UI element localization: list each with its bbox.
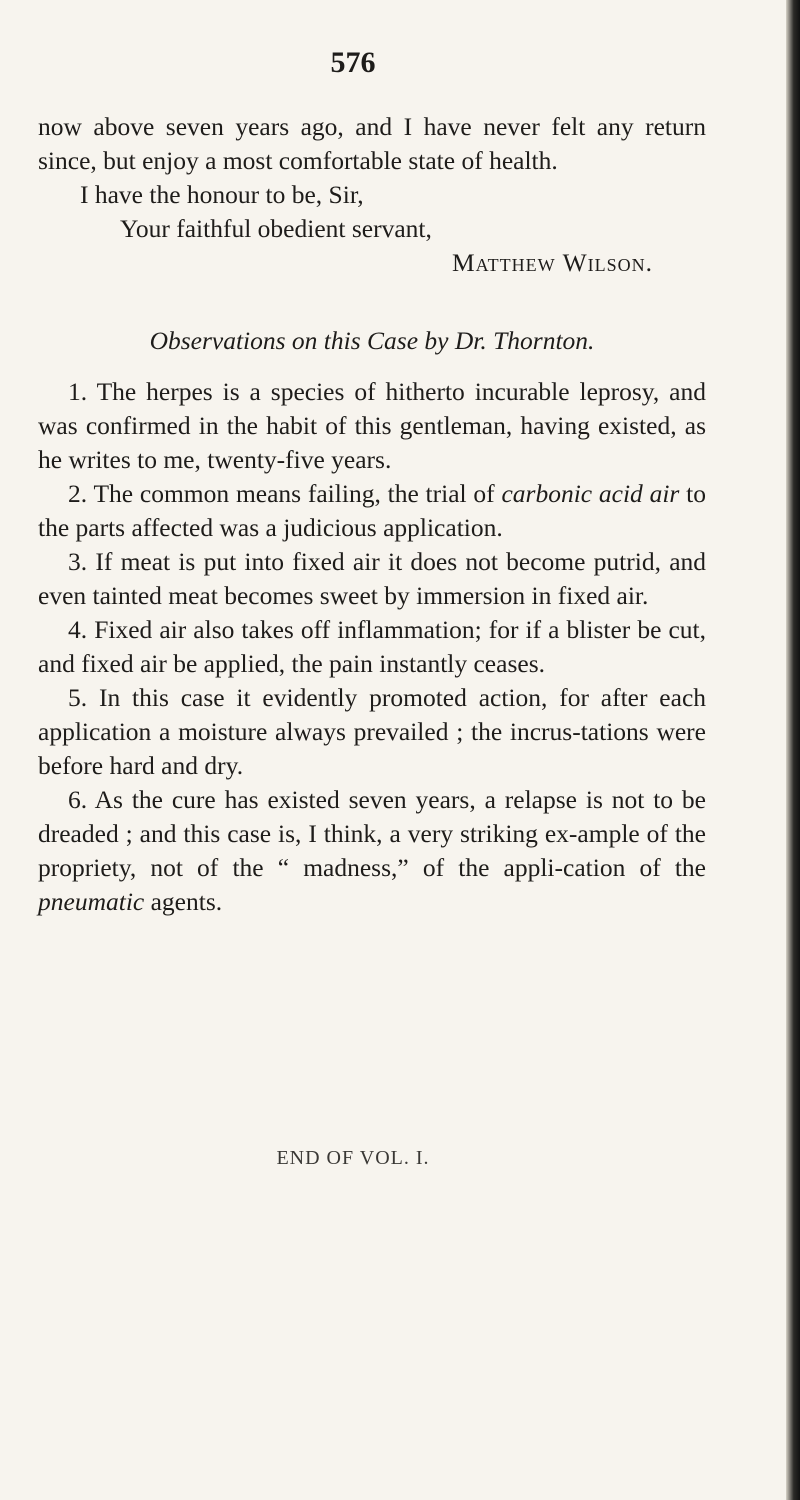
italic-term: carbonic acid air [501, 479, 680, 508]
observation-number: 2. [68, 479, 88, 508]
page-number: 576 [330, 46, 376, 79]
observation-item [38, 545, 706, 613]
letter-signature: Matthew Wilson. [452, 248, 654, 277]
observation-item [38, 613, 706, 681]
observation-item [38, 477, 706, 545]
observation-text: In this case it evidently promoted action, for after each application a moisture always prevailed ; the incrus-tations were before hard and dry. [38, 683, 707, 780]
observation-text: The herpes is a species of hitherto incurable leprosy, and was confirmed in the habit of this gentleman, having existed, as he writes to me, twenty-five years. [38, 377, 707, 474]
observation-item [38, 783, 706, 919]
observation-number: 3. [68, 547, 88, 576]
observation-text: As the cure has existed seven years, a relapse is not to be dreaded ; and this case is, I think, a very striking ex-ample of the propriety, not of the “ madness,” of the appli-cation of the [38, 785, 706, 882]
observation-text: to the parts affected was a judicious application. [38, 479, 706, 542]
italic-term: pneumatic [38, 887, 145, 916]
observation-number: 6. [68, 785, 88, 814]
letter-section [38, 110, 706, 280]
observation-item [38, 375, 706, 477]
observations-heading: Observations on this Case by Dr. Thornton. [149, 326, 595, 355]
observation-number: 5. [68, 683, 88, 712]
letter-continuation: now above seven years ago, and I have never felt any return since, but enjoy a most comfortable state of health. [38, 112, 706, 175]
observations-list [38, 375, 706, 919]
observation-text: If meat is put into fixed air it does not become putrid, and even tainted meat becomes sweet by immersion in fixed air. [38, 547, 707, 610]
letter-valediction: Your faithful obedient servant, [120, 214, 432, 243]
page-binding-edge [786, 0, 800, 1500]
observation-text: The common means failing, the trial of [93, 479, 502, 508]
letter-closing: I have the honour to be, Sir, [80, 180, 364, 209]
end-of-volume-mark: END OF VOL. I. [276, 1147, 430, 1169]
observation-text: agents. [144, 887, 223, 916]
observation-number: 1. [68, 377, 88, 406]
observation-number: 4. [68, 615, 88, 644]
observation-text: Fixed air also takes off inflammation; for if a blister be cut, and fixed air be applied, the pain instantly ceases. [38, 615, 707, 678]
observation-item [38, 681, 706, 783]
